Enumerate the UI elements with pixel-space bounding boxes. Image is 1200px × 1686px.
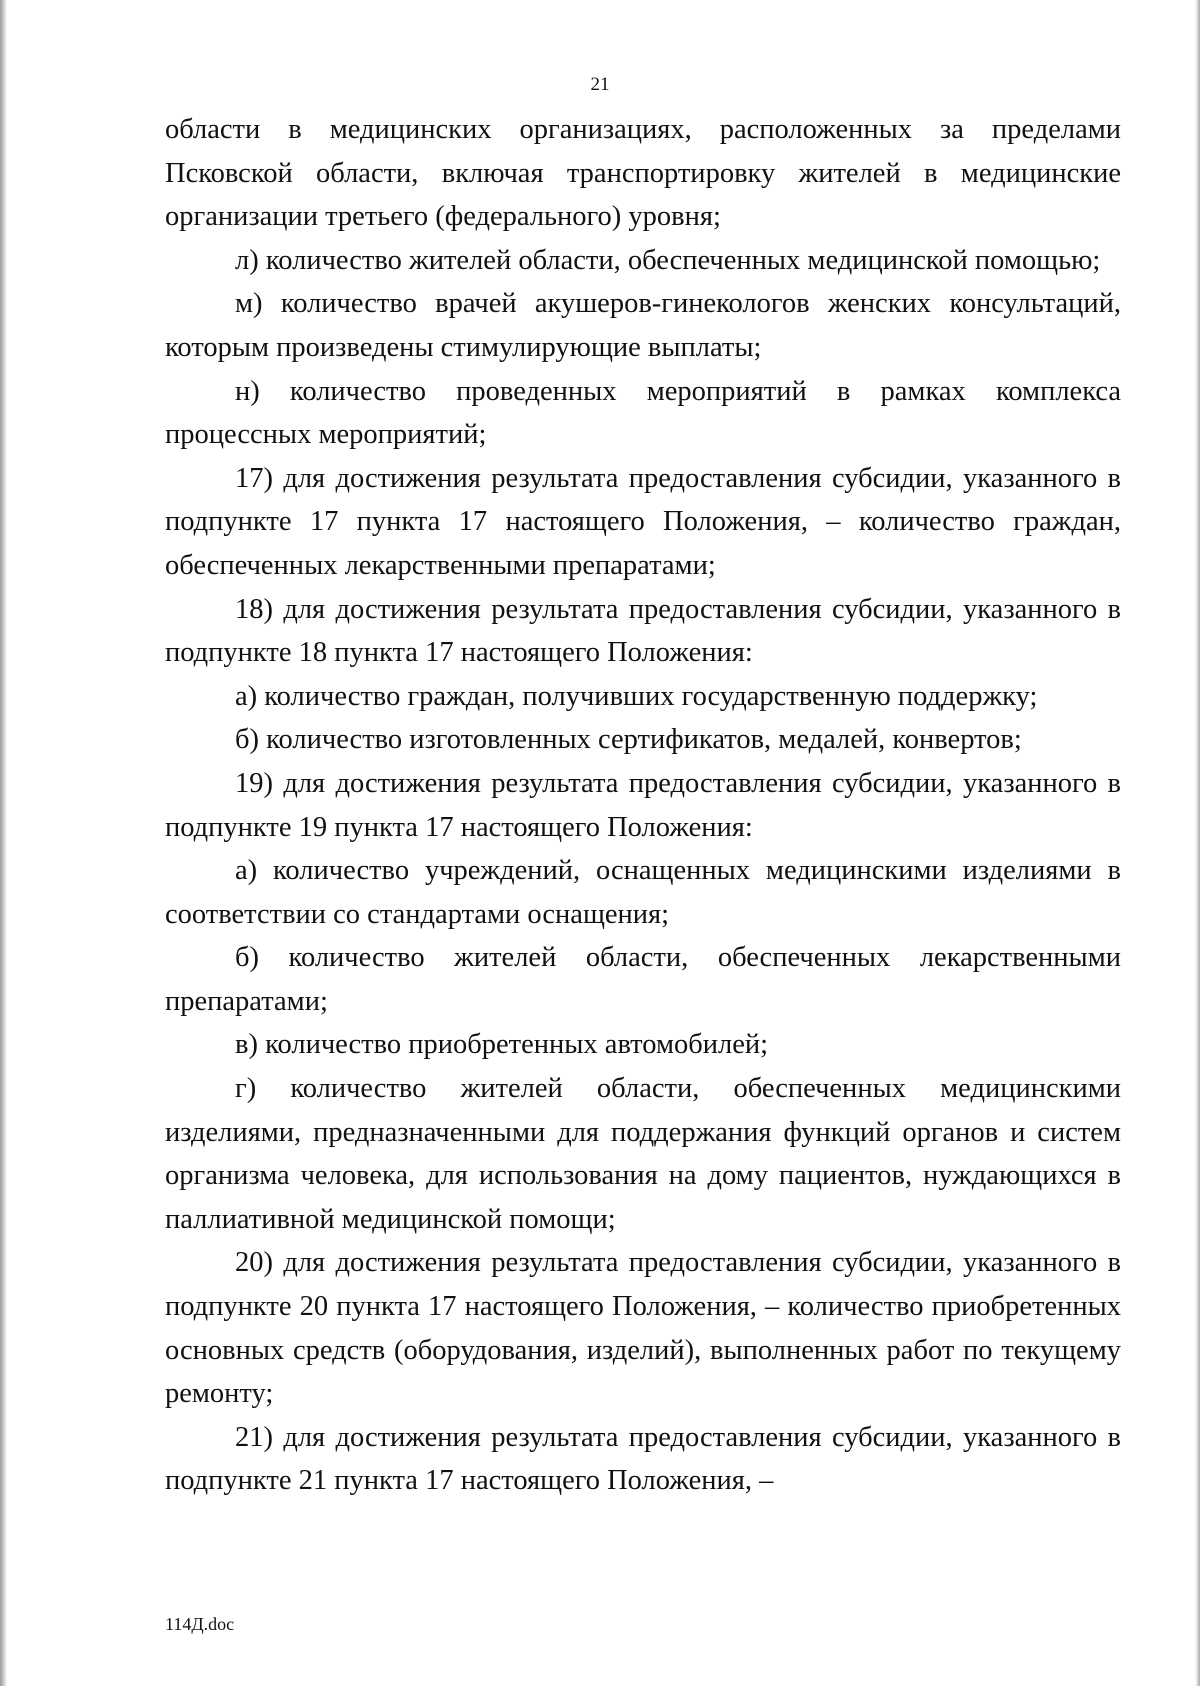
paragraph-item-n: н) количество проведенных мероприятий в рамках комплекса процессных мероприятий; [165, 375, 1121, 451]
paragraph-item-17: 17) для достижения результата предоставления субсидии, указанного в подпункте 17 пункта 17 настоящего Положения, – количество граждан, обеспеченных лекарственными препаратами; [165, 462, 1121, 581]
scan-edge-left [0, 0, 7, 1686]
paragraph-item-18b: б) количество изготовленных сертификатов, медалей, конвертов; [235, 724, 1022, 756]
paragraph-item-19: 19) для достижения результата предоставления субсидии, указанного в подпункте 19 пункта 17 настоящего Положения: [165, 767, 1121, 843]
scan-edge-right [1195, 0, 1200, 1686]
page-number: 21 [590, 74, 610, 95]
paragraph-item-m: м) количество врачей акушеров-гинекологов женских консультаций, которым произведены стимулирующие выплаты; [165, 288, 1121, 363]
paragraph-item-19g: г) количество жителей области, обеспеченных медицинскими изделиями, предназначенными для поддержания функций органов и систем организма человека, для использования на дому пациентов, нуждающихся в паллиативной медицинской помощи; [165, 1073, 1121, 1235]
paragraph-item-19b: б) количество жителей области, обеспеченных лекарственными препаратами; [165, 942, 1121, 1017]
paragraph-item-21: 21) для достижения результата предоставления субсидии, указанного в подпункте 21 пункта 17 настоящего Положения, – [165, 1421, 1121, 1497]
document-body [165, 108, 1121, 1503]
paragraph-item-20: 20) для достижения результата предоставления субсидии, указанного в подпункте 20 пункта 17 настоящего Положения, – количество приобретенных основных средств (оборудования, изделий), выполненных работ по текущему ремонту; [165, 1247, 1121, 1410]
paragraph-item-19v: в) количество приобретенных автомобилей; [235, 1029, 769, 1061]
footer-filename: 114Д.doc [165, 1614, 235, 1634]
paragraph-continuation: области в медицинских организациях, расположенных за пределами Псковской области, включая транспортировку жителей в медицинские организации третьего (федерального) уровня; [165, 114, 1121, 233]
paragraph-item-l: л) количество жителей области, обеспеченных медицинской помощью; [235, 244, 1101, 276]
paragraph-item-18: 18) для достижения результата предоставления субсидии, указанного в подпункте 18 пункта 17 настоящего Положения: [165, 593, 1121, 669]
paragraph-item-18a: а) количество граждан, получивших государственную поддержку; [235, 680, 1038, 712]
paragraph-item-19a: а) количество учреждений, оснащенных медицинскими изделиями в соответствии со стандартами оснащения; [165, 855, 1121, 930]
